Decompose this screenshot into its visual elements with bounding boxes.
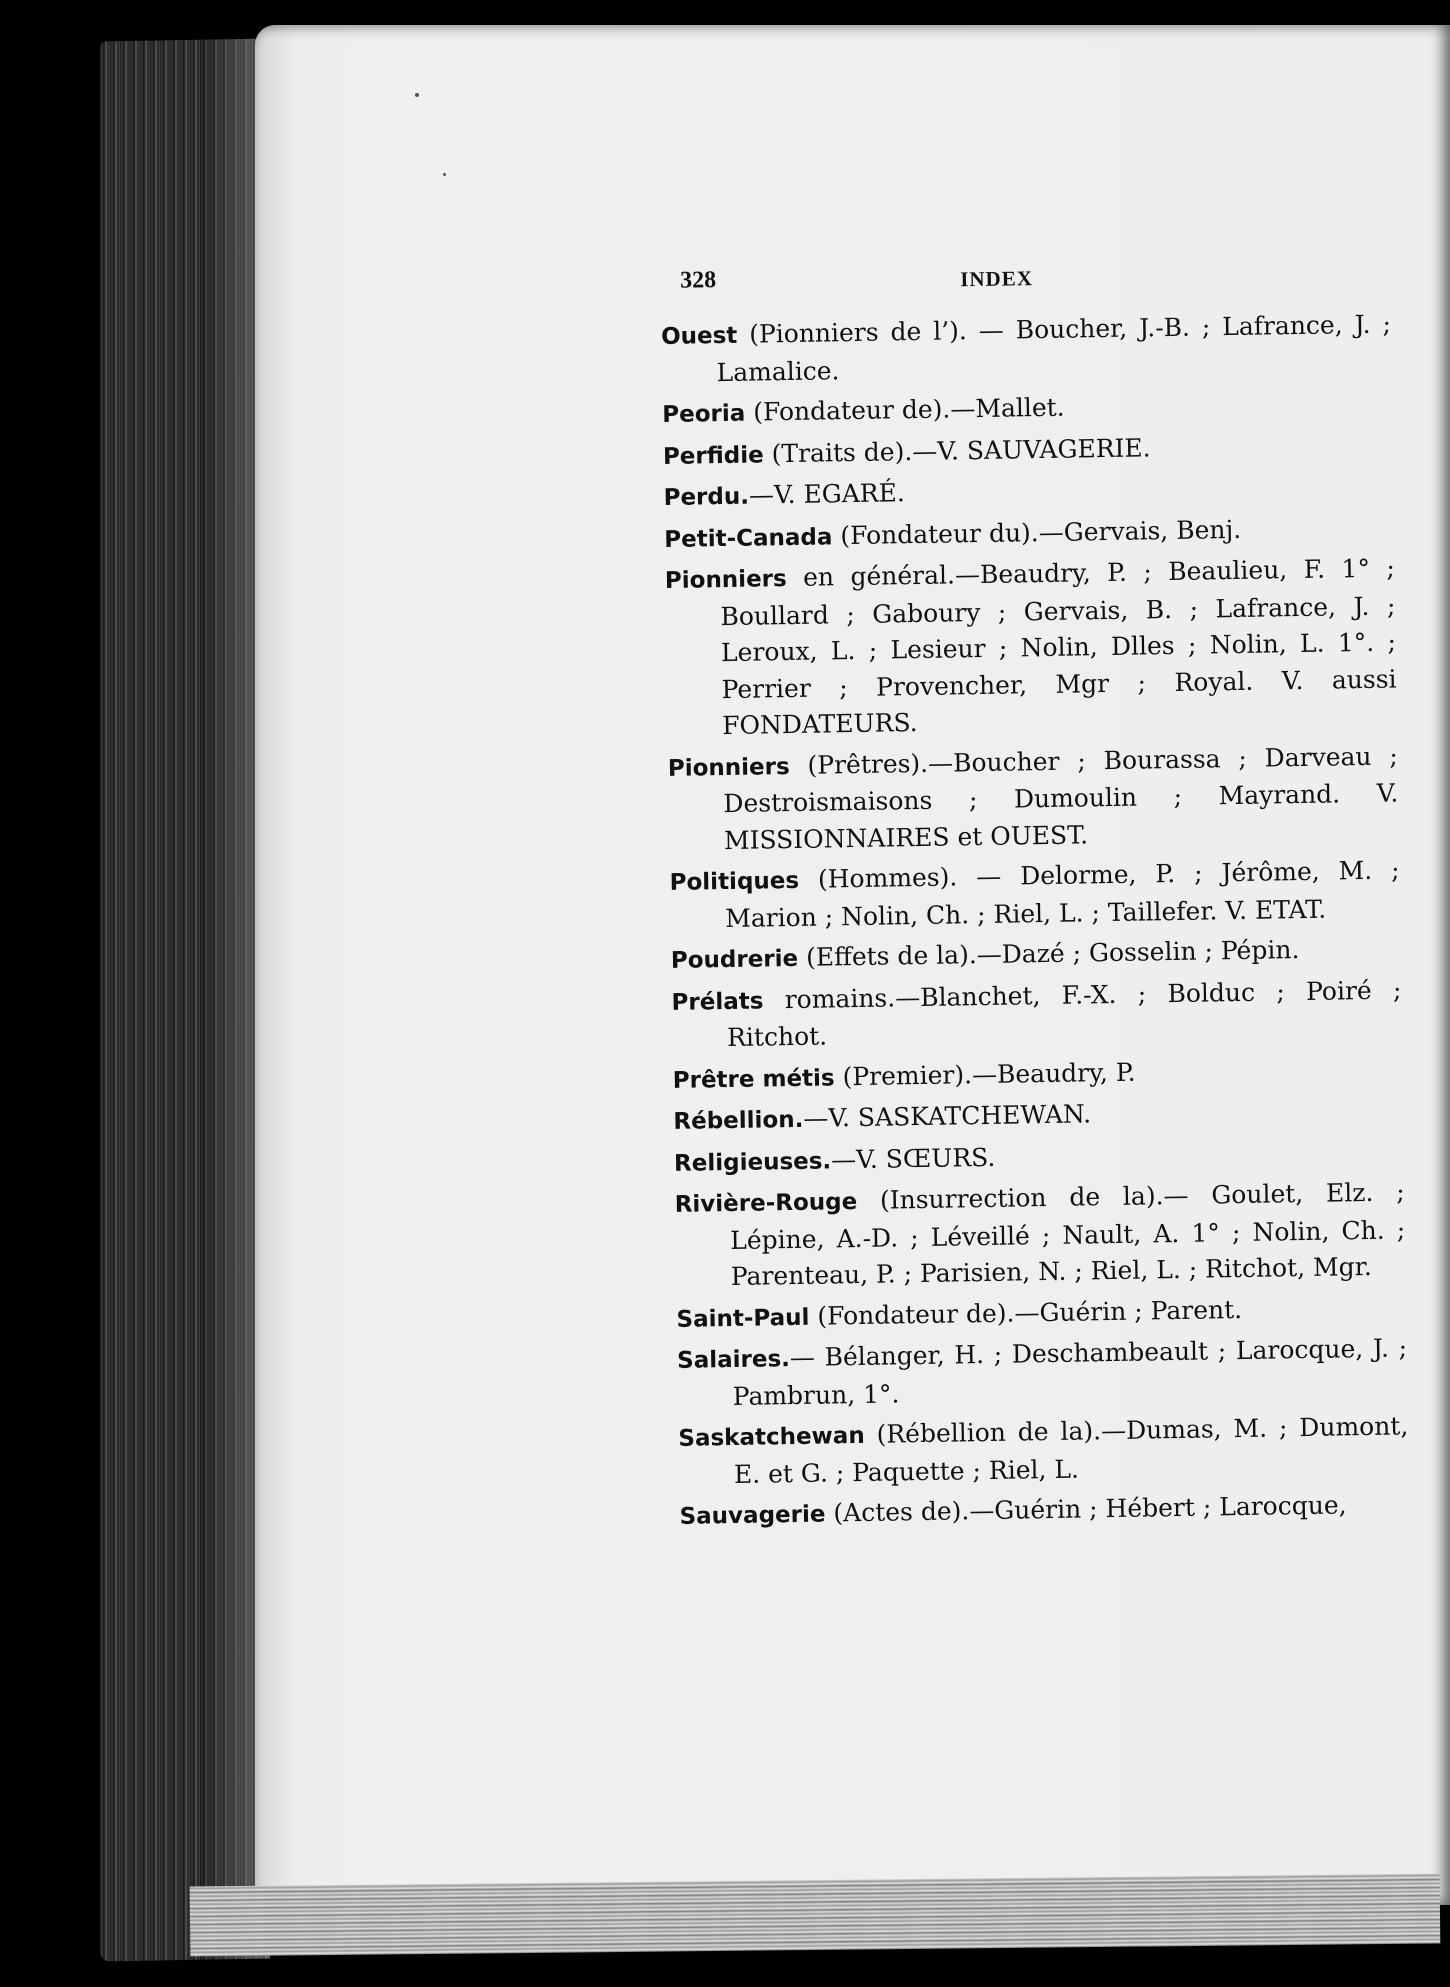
index-term: Salaires. [676, 1346, 791, 1374]
index-term: Poudrerie [670, 945, 799, 974]
index-term: Sauvagerie [679, 1501, 826, 1530]
index-entry-text: (Rébellion de la).—Dumas, M. ; Dumont, E. et G. ; Paquette ; Riel, L. [733, 1411, 1409, 1489]
index-entry-text: —V. SASKATCHEWAN. [803, 1099, 1092, 1133]
index-term: Prêtre métis [672, 1064, 835, 1094]
index-term: Rébellion. [673, 1106, 804, 1135]
index-entry [668, 738, 1400, 860]
index-term: Rivière-Rouge [674, 1189, 858, 1218]
index-entry [661, 307, 1392, 392]
index-entries [661, 307, 1410, 1536]
paper-speck [415, 93, 419, 97]
index-entry [679, 1486, 1409, 1535]
index-entry-text: en général.—Beaudry, P. ; Beaulieu, F. 1° ; Boullard ; Gaboury ; Gervais, B. ; Lafrance, J. ; Leroux, L. ; Lesieur ; Nolin, Dlles ; Nolin, L. 1°. ; Perrier ; Provencher, Mgr ; Royal. V. aussi FONDATEURS. [720, 553, 1397, 741]
index-entry-text: (Prêtres).—Boucher ; Bourassa ; Darveau ; Destroismaisons ; Dumoulin ; Mayrand. V. MISSIONNAIRES et OUEST. [723, 740, 1399, 855]
index-entry-text: (Premier).—Beaudry, P. [834, 1057, 1136, 1091]
index-entry-text: (Pionniers de l’). — Boucher, J.-B. ; Lafrance, J. ; Lamalice. [716, 309, 1392, 387]
index-entry [676, 1289, 1406, 1338]
index-entry [665, 550, 1398, 745]
index-entry-text: (Traits de).—V. SAUVAGERIE. [763, 432, 1151, 468]
index-entry [673, 1091, 1403, 1140]
index-term: Saint-Paul [676, 1304, 810, 1333]
index-entry [671, 930, 1401, 979]
index-entry-text: (Fondateur de).—Mallet. [745, 392, 1065, 427]
index-term: Politiques [669, 867, 800, 896]
index-entry-text: (Fondateur de).—Guérin ; Parent. [809, 1294, 1243, 1331]
book-page-edges [100, 39, 270, 1962]
index-entry-text: (Effets de la).—Dazé ; Gosselin ; Pépin. [797, 935, 1300, 972]
running-head: INDEX [960, 266, 1034, 292]
index-entry [674, 1133, 1404, 1182]
index-entry [669, 852, 1400, 937]
index-term: Saskatchewan [678, 1422, 865, 1452]
index-entry [674, 1174, 1406, 1296]
index-entry [663, 426, 1393, 475]
index-entry-text: (Insurrection de la).— Goulet, Elz. ; Lépine, A.-D. ; Léveillé ; Nault, A. 1° ; Nolin, Ch. ; Parenteau, P. ; Parisien, N. ; Riel, L. ; Ritchot, Mgr. [730, 1177, 1406, 1292]
index-entry-text: (Fondateur du).—Gervais, Benj. [832, 514, 1242, 550]
index-term: Pionniers [667, 753, 790, 782]
index-term: Pionniers [664, 566, 787, 594]
book-bottom-edge [190, 1873, 1441, 1956]
index-entry [677, 1330, 1408, 1415]
index-entry-text: (Hommes). — Delorme, P. ; Jérôme, M. ; Marion ; Nolin, Ch. ; Riel, L. ; Taillefer. V. ETAT. [724, 855, 1400, 933]
page-number: 328 [679, 267, 717, 294]
index-page-content [660, 257, 1410, 1540]
index-entry [662, 385, 1392, 434]
index-term: Ouest [660, 322, 738, 350]
index-term: Religieuses. [673, 1147, 832, 1177]
index-entry [663, 468, 1393, 517]
index-entry-text: —V. SŒURS. [830, 1142, 996, 1174]
index-term: Perfidie [662, 441, 764, 470]
index-entry [672, 1050, 1402, 1099]
index-entry [671, 972, 1402, 1057]
index-entry [678, 1408, 1409, 1493]
index-entry-text: — Bélanger, H. ; Deschambeault ; Larocque, J. ; Pambrun, 1°. [732, 1333, 1408, 1411]
index-entry-text: —V. EGARÉ. [748, 478, 906, 510]
index-term: Petit-Canada [664, 523, 833, 553]
index-term: Prélats [671, 987, 764, 1016]
paper-speck [443, 173, 446, 176]
index-term: Peoria [662, 400, 746, 428]
index-entry-text: (Actes de).—Guérin ; Hébert ; Larocque, [825, 1490, 1347, 1528]
index-entry-text: romains.—Blanchet, F.-X. ; Bolduc ; Poiré ; Ritchot. [726, 974, 1402, 1053]
index-term: Perdu. [663, 483, 750, 511]
index-entry [664, 509, 1394, 558]
